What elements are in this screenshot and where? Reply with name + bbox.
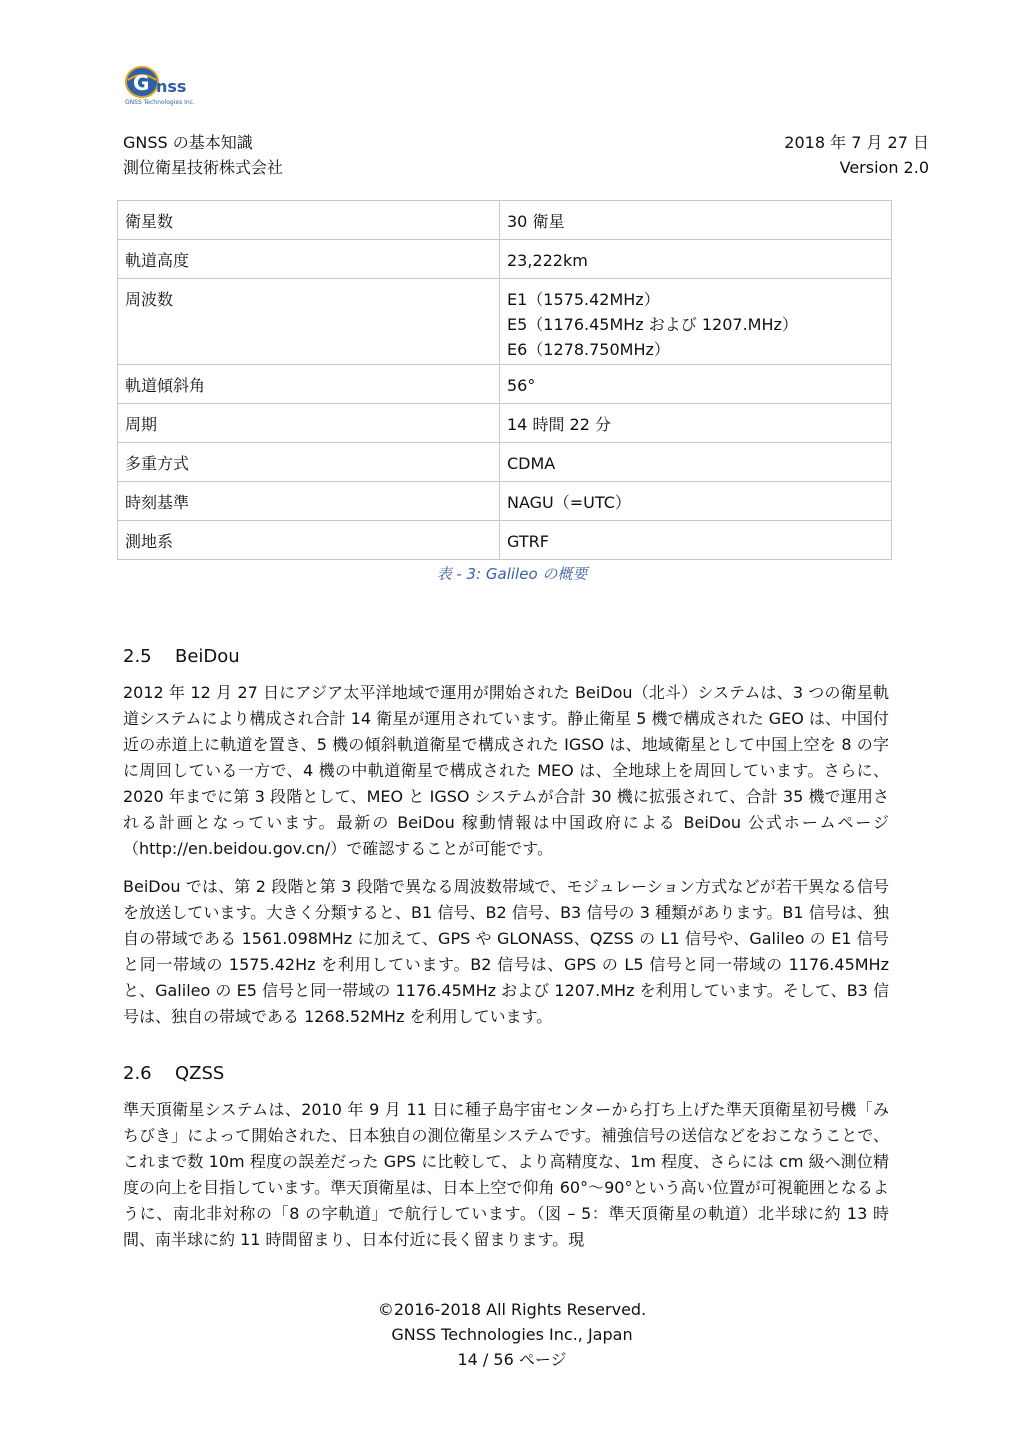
table-cell-key	[118, 404, 500, 443]
paragraph: BeiDou では、第 2 段階と第 3 段階で異なる周波数帯域で、モジュレーション方式などが若干異なる信号を放送しています。大きく分類すると、B1 信号、B2 信号、B3 信号の 3 種類があります。B1 信号は、独自の帯域である 1561.098MHz に加えて、GPS や GLONASS、QZSS の L1 信号や、Galileo の E1 信号と同一帯域の 1575.42Hz を利用しています。B2 信号は、GPS の L5 信号と同一帯域の 1176.45MHz と、Galileo の E5 信号と同一帯域の 1176.45MHz および 1207.MHz を利用しています。そして、B3 信号は、独自の帯域である 1268.52MHz を利用しています。	[123, 877, 889, 1026]
svg-text:nss: nss	[156, 77, 187, 96]
table-cell-key	[118, 443, 500, 482]
table-row	[118, 404, 892, 443]
cell-text: E6（1278.750MHz）	[507, 340, 670, 359]
cell-text: 軌道傾斜角	[125, 376, 206, 395]
page-number: 14 / 56 ページ	[457, 1350, 567, 1369]
header-right	[784, 130, 929, 180]
cell-text: CDMA	[507, 454, 556, 473]
cell-text: 23,222km	[507, 251, 588, 270]
section-title: QZSS	[175, 1063, 225, 1084]
cell-text: GTRF	[507, 532, 549, 551]
page-footer	[0, 1297, 1024, 1372]
copyright: ©2016-2018 All Rights Reserved.	[377, 1300, 647, 1319]
table-cell-key	[118, 482, 500, 521]
cell-text: NAGU（=UTC）	[507, 493, 631, 512]
doc-date: 2018 年 7 月 27 日	[784, 133, 929, 152]
table-cell-value	[500, 404, 892, 443]
gnss-logo-mark	[122, 60, 194, 108]
header-left	[123, 130, 283, 180]
table-caption: 表 - 3: Galileo の概要	[436, 565, 588, 583]
cell-text: 周期	[125, 415, 158, 434]
cell-text: 14 時間 22 分	[507, 415, 611, 434]
section-heading-qzss	[123, 1063, 224, 1084]
table-row	[118, 521, 892, 560]
table-cell-key	[118, 521, 500, 560]
cell-text: 56°	[507, 376, 536, 395]
galileo-spec-table	[117, 200, 892, 560]
company-name: 測位衛星技術株式会社	[123, 158, 284, 177]
cell-text: 30 衛星	[507, 212, 565, 231]
cell-text: 衛星数	[125, 212, 174, 231]
cell-text: E1（1575.42MHz）	[507, 290, 660, 309]
table-cell-value	[500, 365, 892, 404]
section-number: 2.6	[123, 1063, 152, 1084]
table-cell-key	[118, 201, 500, 240]
paragraph: 準天頂衛星システムは、2010 年 9 月 11 日に種子島宇宙センターから打ち上げた準天頂衛星初号機「みちびき」によって開始された、日本独自の測位衛星システムです。補強信号の送信などをおこなうことで、これまで数 10m 程度の誤差だった GPS に比較して、より高精度な、1m 程度、さらには cm 級へ測位精度の向上を目指しています。準天頂衛星は、日本上空で仰角 60°〜90°という高い位置が可視範囲となるように、南北非対称の「8 の字軌道」で航行しています。（図 – 5：準天頂衛星の軌道）北半球に約 13 時間、南半球に約 11 時間留まり、日本付近に長く留まります。現	[123, 1100, 889, 1249]
table-row	[118, 482, 892, 521]
paragraph: 2012 年 12 月 27 日にアジア太平洋地域で運用が開始された BeiDou（北斗）システムは、3 つの衛星軌道システムにより構成され合計 14 衛星が運用されています。静止衛星 5 機で構成された GEO は、中国付近の赤道上に軌道を置き、5 機の傾斜軌道衛星で構成された IGSO は、地域衛星として中国上空を 8 の字に周回している一方で、4 機の中軌道衛星で構成された MEO は、全地球上を周回しています。さらに、2020 年までに第 3 段階として、MEO と IGSO システムが合計 30 機に拡張されて、合計 35 機で運用される計画となっています。最新の BeiDou 稼動情報は中国政府による BeiDou 公式ホームページ（http://en.beidou.gov.cn/）で確認することが可能です。	[123, 683, 889, 858]
section-number: 2.5	[123, 646, 152, 667]
table-cell-key	[118, 279, 500, 365]
table-row	[118, 279, 892, 365]
cell-text: 周波数	[125, 290, 174, 309]
svg-text:GNSS Technologies Inc.: GNSS Technologies Inc.	[125, 99, 194, 106]
table-row	[118, 201, 892, 240]
section-heading-beidou	[123, 646, 240, 667]
cell-text: 多重方式	[125, 454, 190, 473]
cell-text: 時刻基準	[125, 493, 190, 512]
svg-text:G: G	[133, 71, 150, 95]
table-cell-value	[500, 482, 892, 521]
table-cell-value	[500, 279, 892, 365]
table-cell-value	[500, 240, 892, 279]
cell-text: E5（1176.45MHz および 1207.MHz）	[507, 315, 798, 334]
cell-text: 測地系	[125, 532, 174, 551]
table-cell-value	[500, 201, 892, 240]
table-cell-value	[500, 521, 892, 560]
table-row	[118, 365, 892, 404]
table-cell-key	[118, 240, 500, 279]
table-row	[118, 443, 892, 482]
doc-version: Version 2.0	[839, 158, 929, 177]
company-logo	[122, 60, 194, 108]
cell-text: 軌道高度	[125, 251, 190, 270]
doc-title: GNSS の基本知識	[123, 133, 253, 152]
table-cell-value	[500, 443, 892, 482]
table-cell-key	[118, 365, 500, 404]
section-title: BeiDou	[175, 646, 240, 667]
table-row	[118, 240, 892, 279]
footer-company: GNSS Technologies Inc., Japan	[391, 1325, 633, 1344]
